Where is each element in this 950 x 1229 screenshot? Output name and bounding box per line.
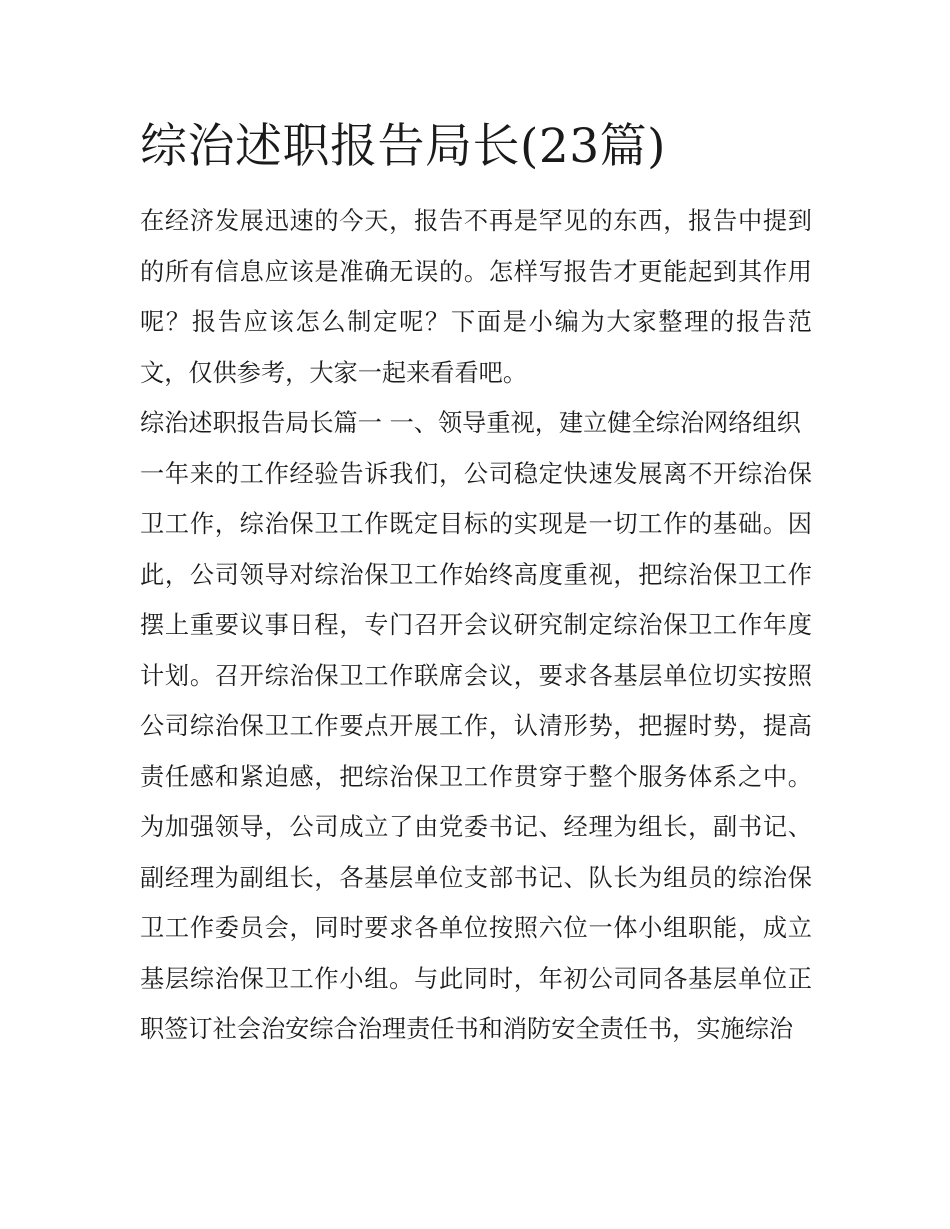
document-body — [140, 196, 812, 1055]
intro-paragraph: 在经济发展迅速的今天，报告不再是罕见的东西，报告中提到的所有信息应该是准确无误的。怎样写报告才更能起到其作用呢？报告应该怎么制定呢？下面是小编为大家整理的报告范文，仅供参考，大家一起来看看吧。 — [140, 207, 812, 387]
document-page — [140, 112, 812, 1055]
body-paragraph: 一年来的工作经验告诉我们，公司稳定快速发展离不开综治保卫工作，综治保卫工作既定目标的实现是一切工作的基础。因此，公司领导对综治保卫工作始终高度重视，把综治保卫工作摆上重要议事日程，专门召开会议研究制定综治保卫工作年度计划。召开综治保卫工作联席会议，要求各基层单位切实按照公司综治保卫工作要点开展工作，认清形势，把握时势，提高责任感和紧迫感，把综治保卫工作贯穿于整个服务体系之中。为加强领导，公司成立了由党委书记、经理为组长，副书记、副经理为副组长，各基层单位支部书记、队长为组员的综治保卫工作委员会，同时要求各单位按照六位一体小组职能，成立基层综治保卫工作小组。与此同时，年初公司同各基层单位正职签订社会治安综合治理责任书和消防安全责任书，实施综治 — [140, 459, 812, 1043]
document-title: 综治述职报告局长(23篇) — [140, 119, 666, 174]
section-heading-paragraph: 综治述职报告局长篇一 一、领导重视，建立健全综治网络组织 — [140, 409, 801, 437]
